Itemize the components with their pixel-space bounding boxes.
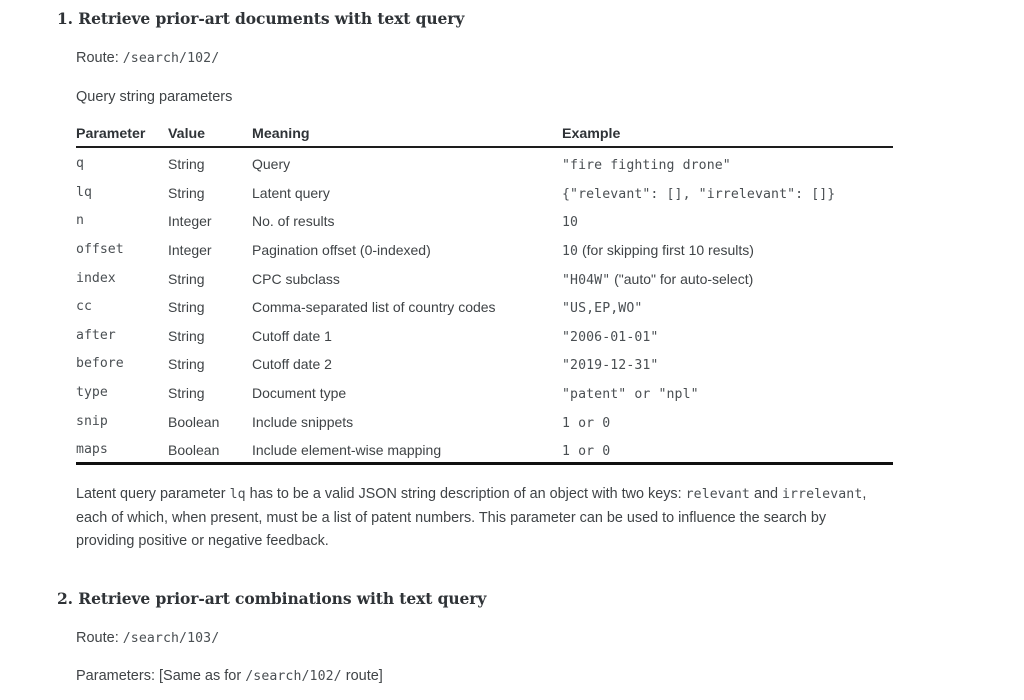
cell-example <box>562 269 753 291</box>
cell-example-mono: "fire fighting drone" <box>562 158 731 173</box>
note-text-4: , each of which, when present, must be a list of patent numbers. This parameter can be used to influence the search by providing positive or negative feedback. <box>76 486 867 549</box>
cell-example <box>562 383 699 405</box>
cell-parameter: offset <box>76 241 124 257</box>
section-2-title: Retrieve prior-art combinations with text query <box>78 589 487 608</box>
section-2-parameters-line <box>76 668 383 684</box>
cell-parameter: index <box>76 270 116 286</box>
cell-example-mono: 10 <box>562 215 579 231</box>
cell-parameter: q <box>76 156 84 171</box>
cell-parameter: before <box>76 356 124 372</box>
table-row <box>76 211 893 240</box>
table-row <box>76 269 893 298</box>
latent-query-note <box>76 483 888 554</box>
table-row <box>76 354 893 383</box>
table-row <box>76 383 893 412</box>
cell-example <box>562 154 731 176</box>
cell-example-mono: "2019-12-31" <box>562 358 659 374</box>
section-2-parameters-route: /search/102/ <box>245 669 342 684</box>
section-1-route-line <box>76 50 219 66</box>
cell-meaning: Query <box>252 156 291 172</box>
cell-value: String <box>168 156 205 172</box>
table-row <box>76 183 893 212</box>
cell-example-mono: "2006-01-01" <box>562 329 659 345</box>
section-2-parameters-suffix: route] <box>345 668 383 684</box>
column-header-meaning: Meaning <box>252 126 310 142</box>
cell-value: String <box>168 299 205 316</box>
cell-example-note: ("auto" for auto-select) <box>610 270 754 287</box>
section-1-route-value: /search/102/ <box>122 51 220 66</box>
table-row <box>76 297 893 326</box>
section-1-route-label: Route: <box>76 50 119 66</box>
cell-meaning: Pagination offset (0-indexed) <box>252 241 431 258</box>
cell-example-mono: {"relevant": [], "irrelevant": []} <box>562 186 836 202</box>
cell-meaning: CPC subclass <box>252 270 340 287</box>
cell-example <box>562 326 658 348</box>
table-row <box>76 326 893 355</box>
cell-parameter: lq <box>76 184 92 200</box>
table-top-rule <box>76 146 893 148</box>
cell-example-mono: 10 <box>562 243 579 259</box>
cell-parameter: cc <box>76 299 92 315</box>
section-1-title: Retrieve prior-art documents with text query <box>78 9 465 28</box>
cell-parameter: type <box>76 385 108 401</box>
cell-meaning: Cutoff date 1 <box>252 327 332 344</box>
query-string-parameters-label: Query string parameters <box>76 89 233 105</box>
note-text-3: and <box>749 486 782 502</box>
cell-example <box>562 297 642 319</box>
table-row <box>76 412 893 441</box>
table-header-row <box>76 126 893 146</box>
cell-value: String <box>168 327 205 344</box>
section-1-number: 1. <box>57 9 73 28</box>
cell-value: Boolean <box>168 442 220 459</box>
cell-value: Integer <box>168 213 212 230</box>
cell-example <box>562 412 610 434</box>
column-header-parameter: Parameter <box>76 126 146 142</box>
section-1-heading <box>57 9 464 28</box>
section-2-route-value: /search/103/ <box>122 631 220 646</box>
cell-meaning: Cutoff date 2 <box>252 356 332 373</box>
note-code-relevant: relevant <box>685 487 750 502</box>
cell-value: String <box>168 184 205 201</box>
cell-meaning: Comma-separated list of country codes <box>252 299 496 316</box>
column-header-example: Example <box>562 126 621 142</box>
cell-meaning: No. of results <box>252 213 335 230</box>
cell-parameter: n <box>76 213 84 229</box>
cell-meaning: Latent query <box>252 184 330 201</box>
cell-meaning: Document type <box>252 385 347 402</box>
cell-example-mono: 1 or 0 <box>562 444 611 460</box>
cell-value: Boolean <box>168 413 220 430</box>
cell-example <box>562 354 658 376</box>
cell-example <box>562 440 610 462</box>
cell-value: Integer <box>168 241 212 258</box>
cell-example <box>562 183 835 205</box>
cell-example-mono: 1 or 0 <box>562 415 611 431</box>
cell-meaning: Include snippets <box>252 413 354 430</box>
section-2-number: 2. <box>57 589 73 608</box>
cell-parameter: snip <box>76 413 108 429</box>
table-bottom-rule <box>76 462 893 465</box>
note-text-2: has to be a valid JSON string description of an object with two keys: <box>245 486 686 502</box>
section-2-route-label: Route: <box>76 630 119 646</box>
cell-example-note: (for skipping first 10 results) <box>578 241 754 258</box>
cell-value: String <box>168 270 205 287</box>
note-code-lq: lq <box>229 487 246 502</box>
cell-value: String <box>168 385 205 402</box>
table-body <box>76 154 893 469</box>
section-2-heading <box>57 589 486 608</box>
cell-example-mono: "US,EP,WO" <box>562 301 643 317</box>
note-text-1: Latent query parameter <box>76 486 230 502</box>
cell-value: String <box>168 356 205 373</box>
cell-example-mono: "H04W" <box>562 272 611 288</box>
cell-example <box>562 211 578 233</box>
note-code-irrelevant: irrelevant <box>781 487 863 502</box>
cell-parameter: after <box>76 327 116 343</box>
section-2-parameters-prefix: Parameters: [Same as for <box>76 668 242 684</box>
cell-example-mono: "patent" or "npl" <box>562 387 699 403</box>
cell-parameter: maps <box>76 442 108 458</box>
cell-meaning: Include element-wise mapping <box>252 442 442 459</box>
table-row <box>76 240 893 269</box>
section-2-route-line <box>76 630 219 646</box>
cell-example <box>562 240 754 262</box>
table-row <box>76 154 893 183</box>
column-header-value: Value <box>168 126 206 142</box>
